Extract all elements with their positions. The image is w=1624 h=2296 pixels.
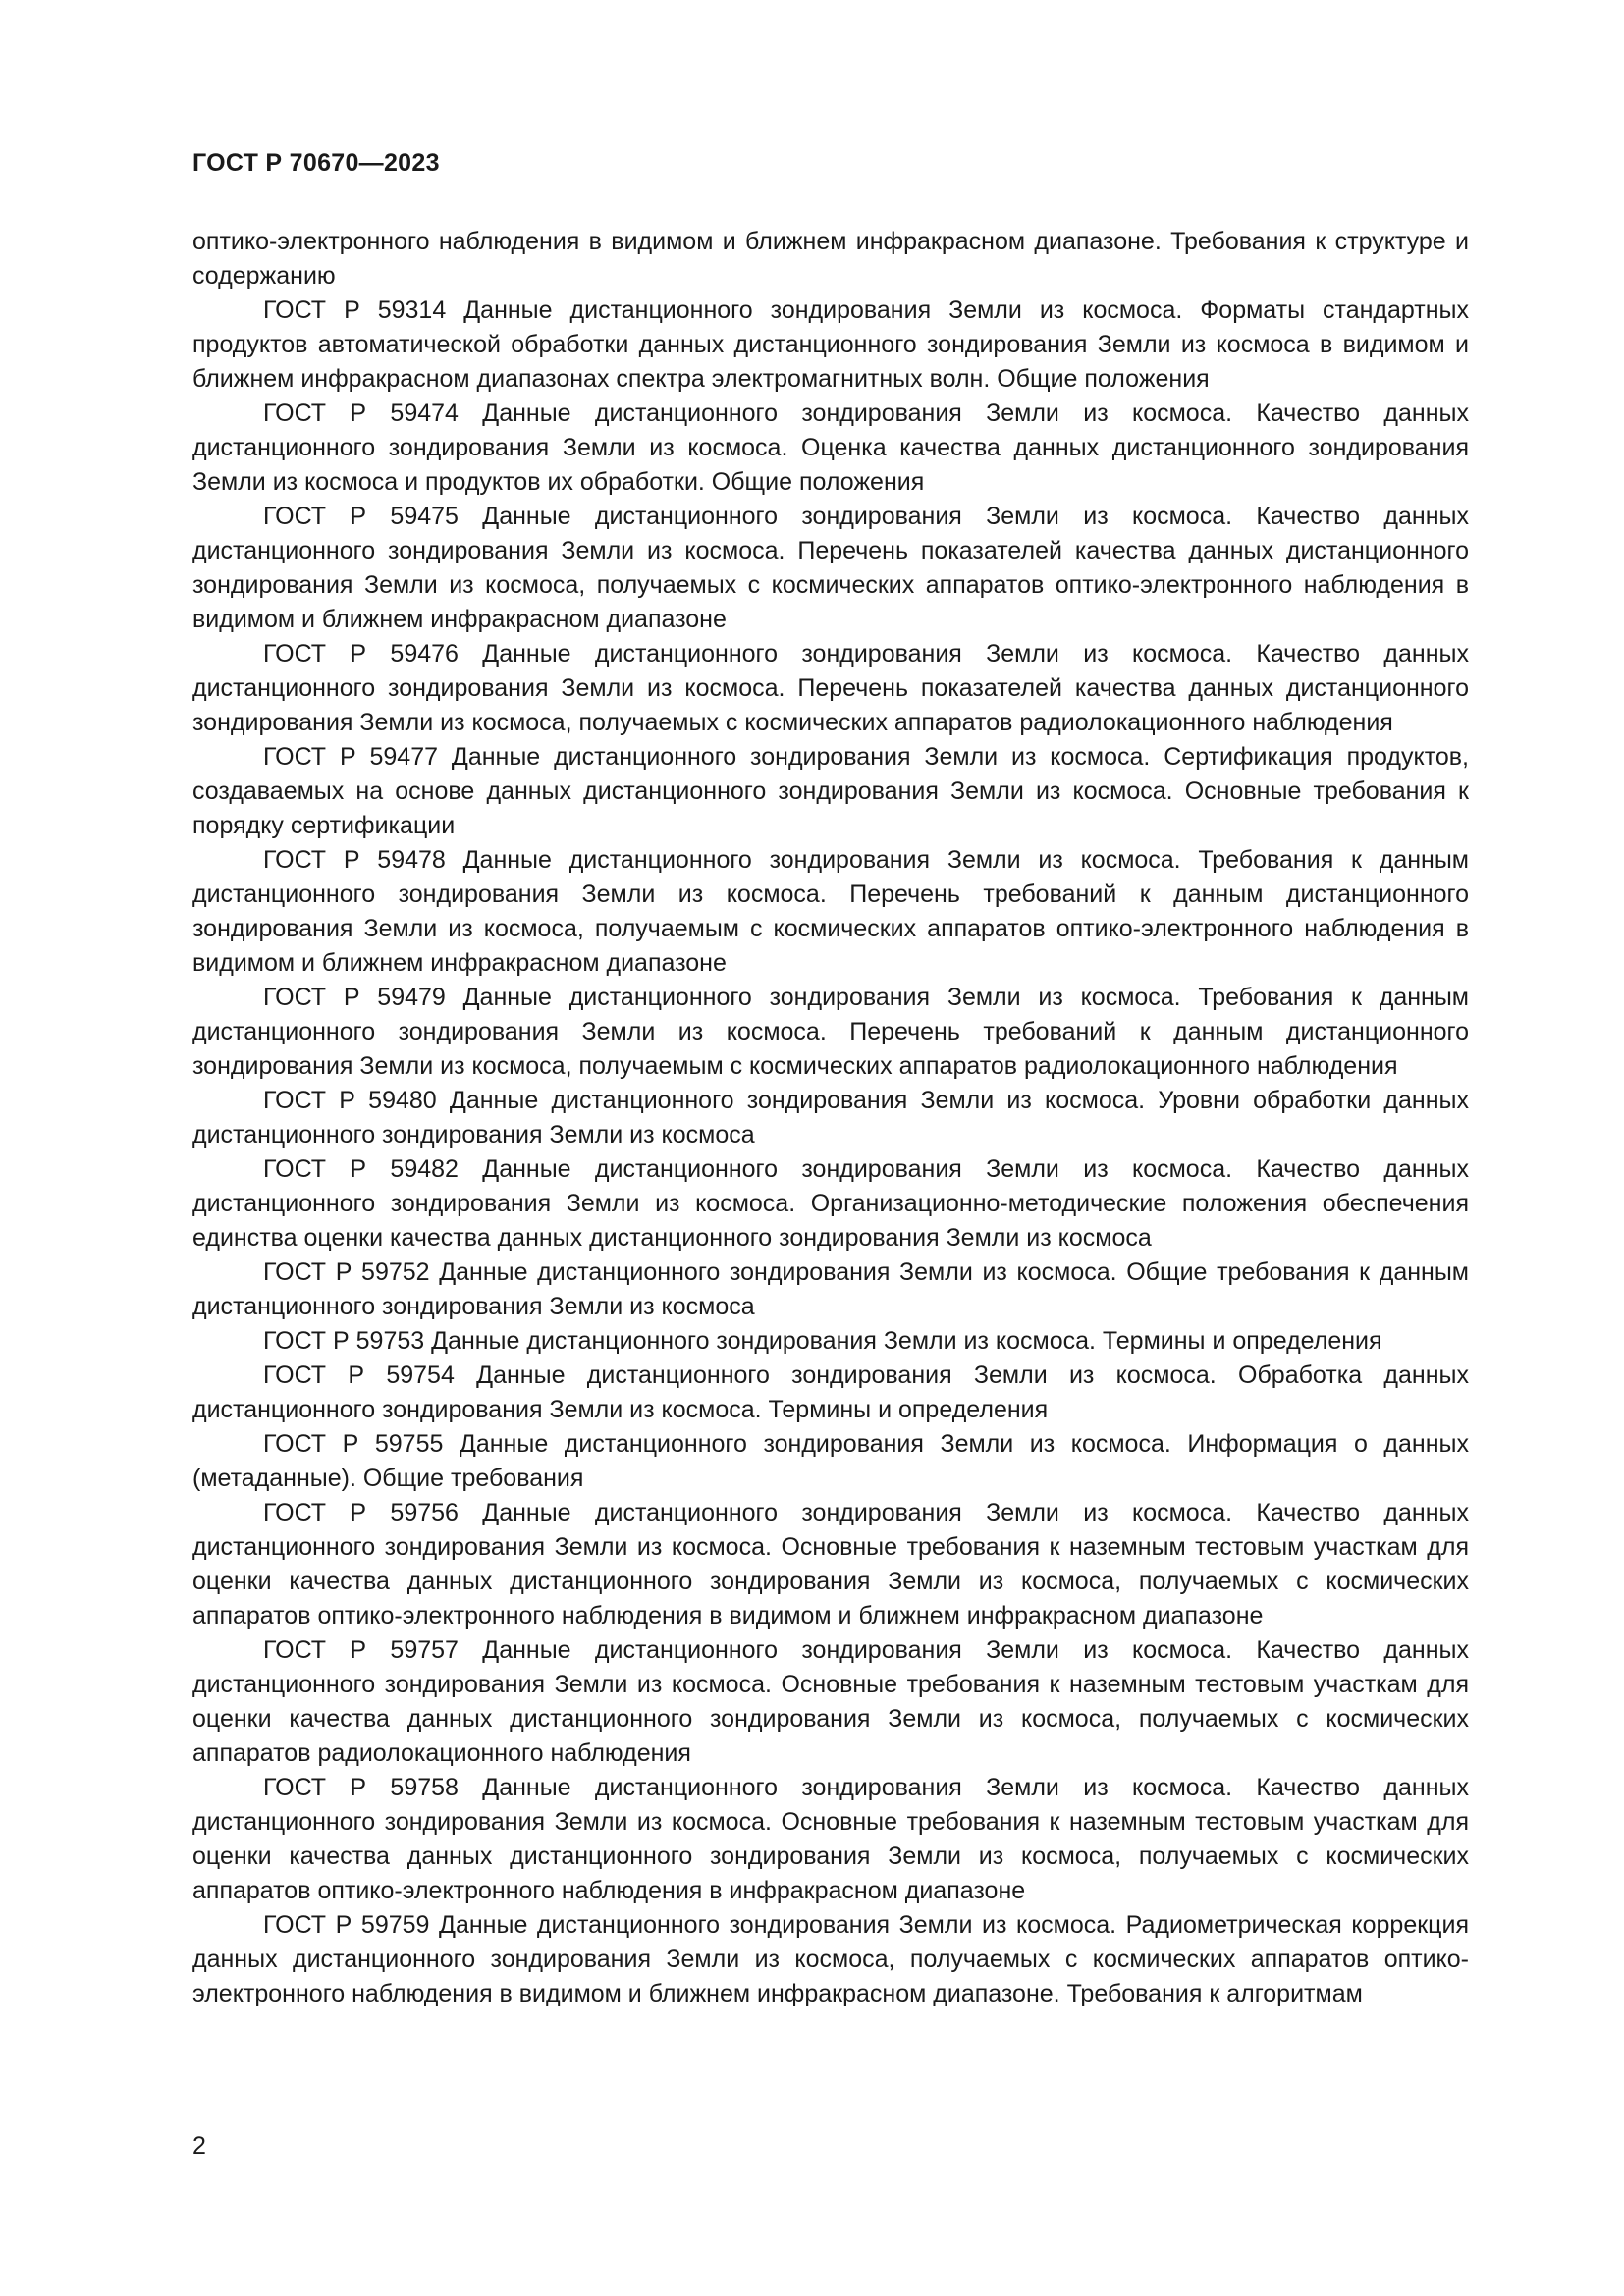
reference-gost-59755: ГОСТ Р 59755 Данные дистанционного зондирования Земли из космоса. Информация о данных (метаданные). Общие требования — [192, 1430, 1469, 1492]
page-number: 2 — [192, 2132, 206, 2160]
reference-gost-59752: ГОСТ Р 59752 Данные дистанционного зондирования Земли из космоса. Общие требования к данным дистанционного зондирования Земли из космоса — [192, 1258, 1469, 1320]
reference-gost-59482: ГОСТ Р 59482 Данные дистанционного зондирования Земли из космоса. Качество данных дистанционного зондирования Земли из космоса. Организационно-методические положения обеспечения единства оценки качества данных дистанционного зондирования Земли из космоса — [192, 1155, 1469, 1252]
reference-gost-59474: ГОСТ Р 59474 Данные дистанционного зондирования Земли из космоса. Качество данных дистанционного зондирования Земли из космоса. Оценка качества данных дистанционного зондирования Земли из космоса и продуктов их обработки. Общие положения — [192, 400, 1469, 496]
reference-gost-59753: ГОСТ Р 59753 Данные дистанционного зондирования Земли из космоса. Термины и определения — [263, 1327, 1382, 1355]
reference-gost-59479: ГОСТ Р 59479 Данные дистанционного зондирования Земли из космоса. Требования к данным дистанционного зондирования Земли из космоса. Перечень требований к данным дистанционного зондирования Земли из космоса, получаемым с космических аппаратов радиолокационного наблюдения — [192, 984, 1469, 1080]
reference-gost-59480: ГОСТ Р 59480 Данные дистанционного зондирования Земли из космоса. Уровни обработки данных дистанционного зондирования Земли из космоса — [192, 1087, 1469, 1148]
reference-gost-59754: ГОСТ Р 59754 Данные дистанционного зондирования Земли из космоса. Обработка данных дистанционного зондирования Земли из космоса. Термины и определения — [192, 1362, 1469, 1423]
continuation-paragraph: оптико-электронного наблюдения в видимом и ближнем инфракрасном диапазоне. Требования к структуре и содержанию — [192, 228, 1469, 290]
reference-gost-59314: ГОСТ Р 59314 Данные дистанционного зондирования Земли из космоса. Форматы стандартных продуктов автоматической обработки данных дистанционного зондирования Земли из космоса в видимом и ближнем инфракрасном диапазонах спектра электромагнитных волн. Общие положения — [192, 296, 1469, 393]
reference-gost-59759: ГОСТ Р 59759 Данные дистанционного зондирования Земли из космоса. Радиометрическая коррекция данных дистанционного зондирования Земли из космоса, получаемых с космических аппаратов оптико-электронного наблюдения в видимом и ближнем инфракрасном диапазоне. Требования к алгоритмам — [192, 1911, 1469, 2007]
reference-gost-59756: ГОСТ Р 59756 Данные дистанционного зондирования Земли из космоса. Качество данных дистанционного зондирования Земли из космоса. Основные требования к наземным тестовым участкам для оценки качества данных дистанционного зондирования Земли из космоса, получаемых с космических аппаратов оптико-электронного наблюдения в видимом и ближнем инфракрасном диапазоне — [192, 1499, 1469, 1629]
reference-gost-59758: ГОСТ Р 59758 Данные дистанционного зондирования Земли из космоса. Качество данных дистанционного зондирования Земли из космоса. Основные требования к наземным тестовым участкам для оценки качества данных дистанционного зондирования Земли из космоса, получаемых с космических аппаратов оптико-электронного наблюдения в инфракрасном диапазоне — [192, 1774, 1469, 1904]
reference-gost-59477: ГОСТ Р 59477 Данные дистанционного зондирования Земли из космоса. Сертификация продуктов, создаваемых на основе данных дистанционного зондирования Земли из космоса. Основные требования к порядку сертификации — [192, 743, 1469, 839]
reference-gost-59757: ГОСТ Р 59757 Данные дистанционного зондирования Земли из космоса. Качество данных дистанционного зондирования Земли из космоса. Основные требования к наземным тестовым участкам для оценки качества данных дистанционного зондирования Земли из космоса, получаемых с космических аппаратов радиолокационного наблюдения — [192, 1636, 1469, 1767]
normative-references-list — [192, 225, 1469, 2011]
reference-gost-59478: ГОСТ Р 59478 Данные дистанционного зондирования Земли из космоса. Требования к данным дистанционного зондирования Земли из космоса. Перечень требований к данным дистанционного зондирования Земли из космоса, получаемым с космических аппаратов оптико-электронного наблюдения в видимом и ближнем инфракрасном диапазоне — [192, 846, 1469, 977]
reference-gost-59475: ГОСТ Р 59475 Данные дистанционного зондирования Земли из космоса. Качество данных дистанционного зондирования Земли из космоса. Перечень показателей качества данных дистанционного зондирования Земли из космоса, получаемых с космических аппаратов оптико-электронного наблюдения в видимом и ближнем инфракрасном диапазоне — [192, 503, 1469, 633]
document-code-header: ГОСТ Р 70670—2023 — [192, 149, 440, 177]
reference-gost-59476: ГОСТ Р 59476 Данные дистанционного зондирования Земли из космоса. Качество данных дистанционного зондирования Земли из космоса. Перечень показателей качества данных дистанционного зондирования Земли из космоса, получаемых с космических аппаратов радиолокационного наблюдения — [192, 640, 1469, 736]
